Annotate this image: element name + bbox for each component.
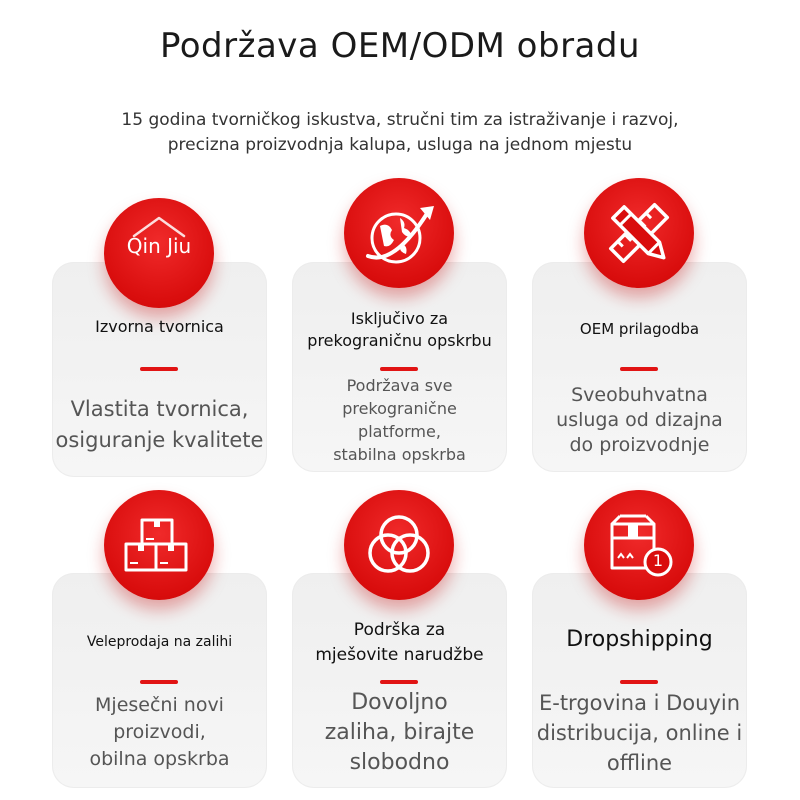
card-description [292,688,507,778]
globe-arrow-icon [344,178,454,288]
card-title [52,316,267,338]
card-title-line: Isključivo za [350,309,449,328]
accent-bar [140,680,178,684]
card-title [292,308,507,352]
qin-jiu-logo [104,198,214,308]
logo-text: Qin Jiu [126,234,192,258]
card-title-line: Dropshipping [566,627,713,652]
page-subtitle [0,108,800,158]
card-description [527,688,752,778]
card-description [52,394,267,456]
badge-number: 1 [652,551,664,570]
card-title [52,631,267,653]
page-title: Podržava OEM/ODM obradu [159,26,641,66]
card-desc-line: offline [606,751,673,775]
card-title-line: Veleprodaja na zalihi [86,634,233,650]
accent-bar [620,367,658,371]
pencil-ruler-icon [584,178,694,288]
card-desc-line: Vlastita tvornica, [70,397,249,421]
accent-bar [620,680,658,684]
stacked-boxes-icon [104,490,214,600]
card-desc-line: Mjesečni novi [95,694,224,716]
package-badge-icon [584,490,694,600]
card-desc-line: zaliha, birajte [324,720,475,745]
card-desc-line: Podržava sve [346,376,453,395]
accent-bar [380,367,418,371]
card-desc-line: proizvodi, [113,721,206,743]
card-desc-line: slobodno [349,750,450,775]
card-desc-line: usluga od dizajna [556,409,723,431]
card-desc-line: platforme, [358,422,441,441]
card-description [532,383,747,458]
card-title [532,318,747,340]
card-desc-line: E-trgovina i Douyin [538,691,741,715]
overlapping-circles-icon [344,490,454,600]
card-description [292,374,507,466]
card-title-line: prekograničnu opskrbu [307,331,492,350]
card-desc-line: stabilna opskrba [333,445,466,464]
card-desc-line: obilna opskrba [89,748,230,770]
card-title-line: Izvorna tvornica [95,317,224,336]
card-title [532,626,747,654]
card-desc-line: distribucija, online i [536,721,743,745]
card-desc-line: do proizvodnje [569,434,710,456]
card-description [52,692,267,773]
subtitle-line: precizna proizvodnja kalupa, usluga na jednom mjestu [167,135,633,155]
card-desc-line: Dovoljno [351,690,448,715]
subtitle-line: 15 godina tvorničkog iskustva, stručni tim za istraživanje i razvoj, [121,110,679,130]
card-title-line: Podrška za [353,620,446,640]
card-desc-line: prekogranične [342,399,457,418]
card-desc-line: osiguranje kvalitete [55,428,264,452]
card-title-line: OEM prilagodba [579,320,700,338]
accent-bar [140,367,178,371]
card-title-line: mješovite narudžbe [315,645,484,665]
card-desc-line: Sveobuhvatna [571,384,708,406]
accent-bar [380,680,418,684]
card-title [292,618,507,668]
